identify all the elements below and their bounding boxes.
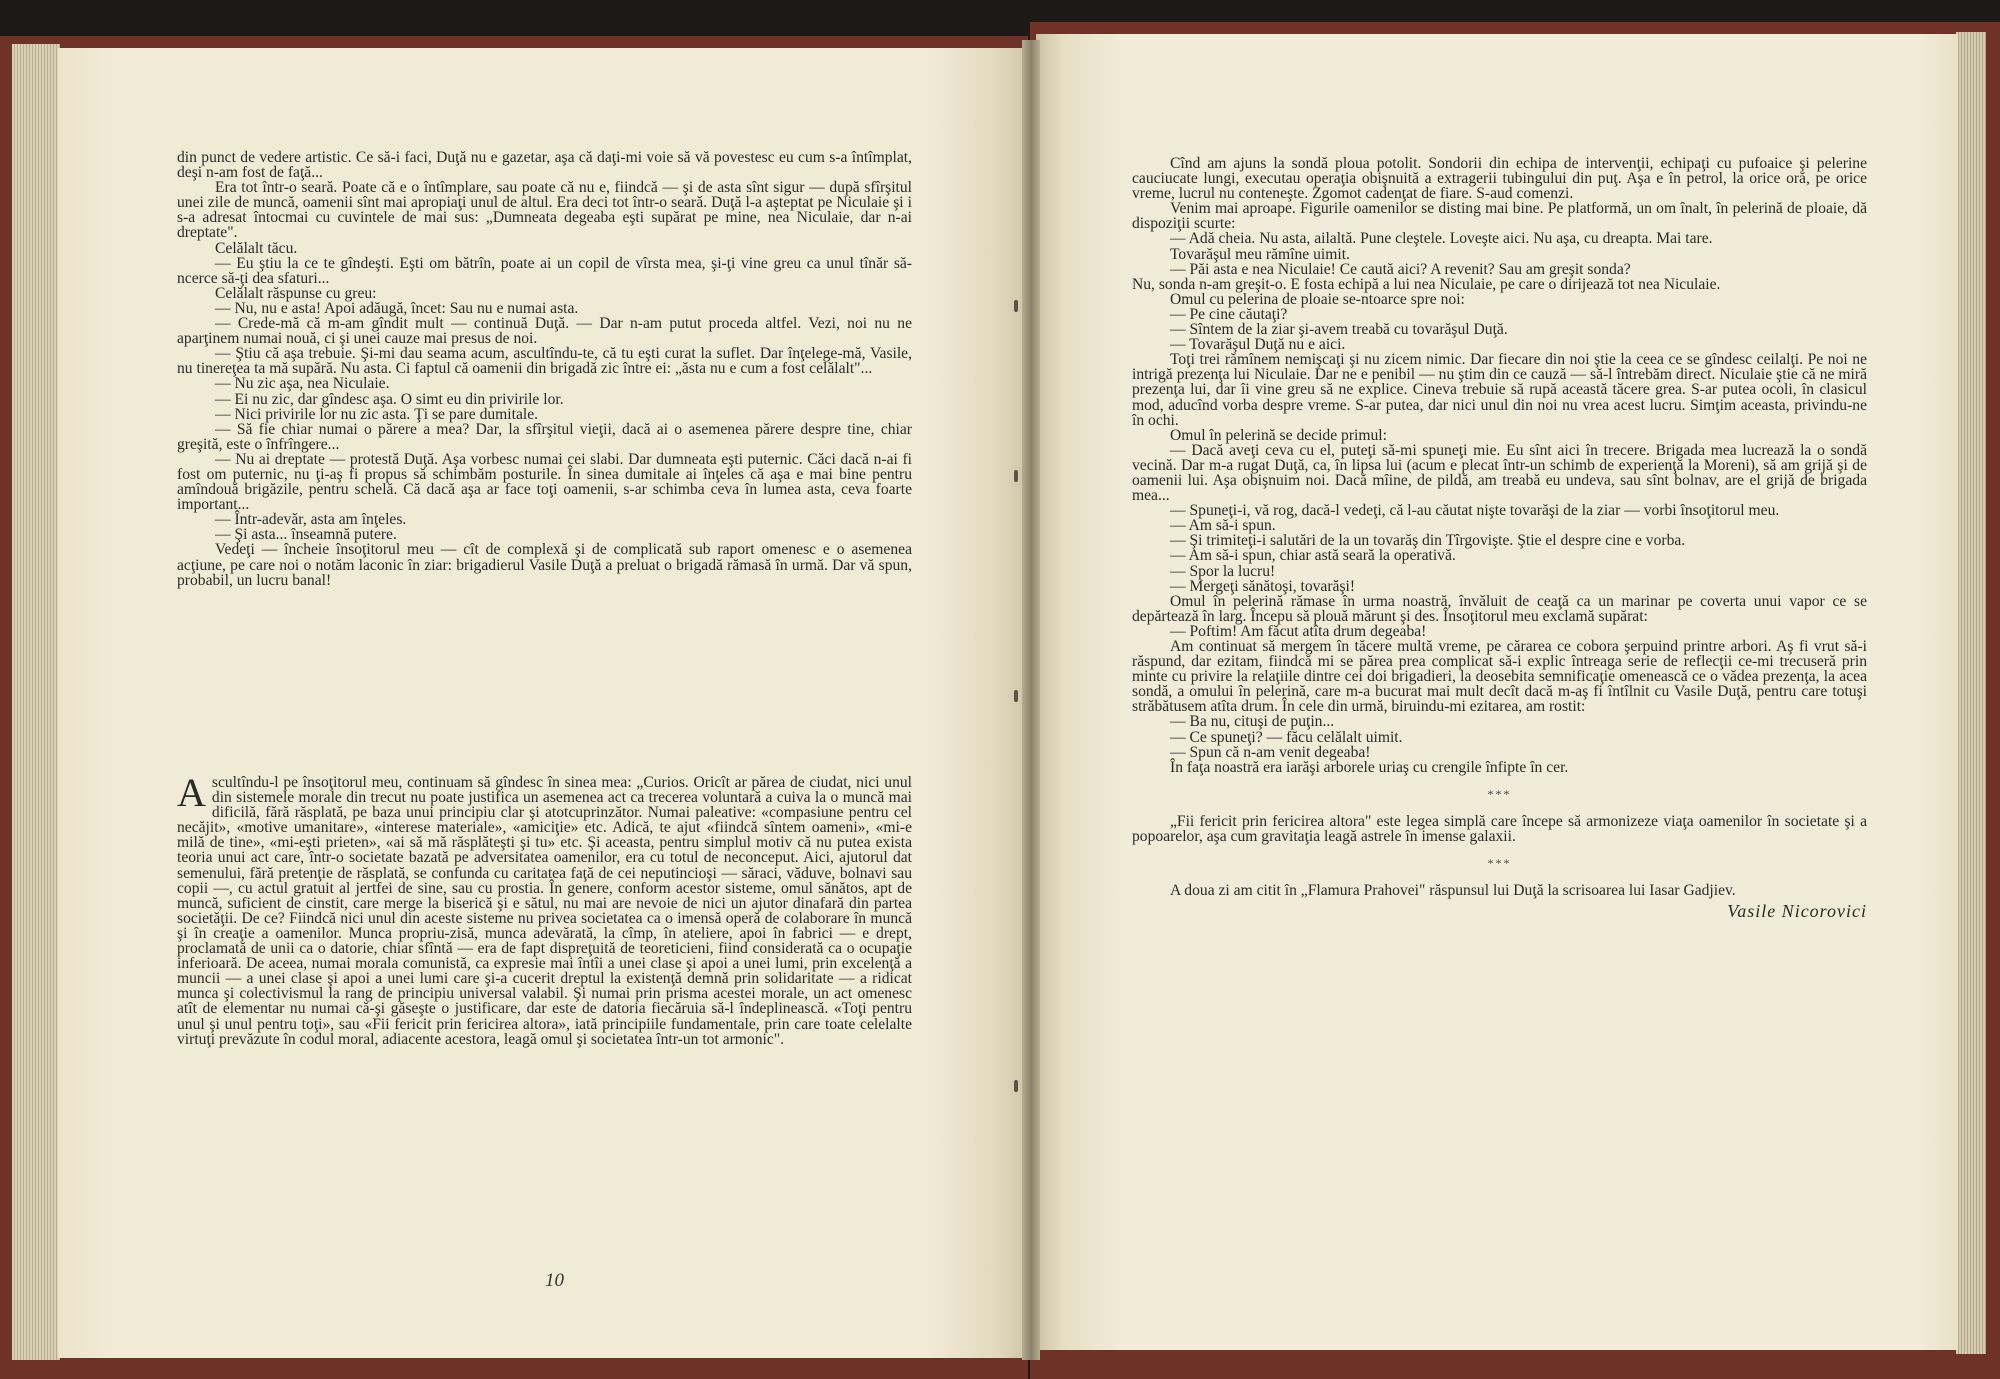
paragraph: Omul în pelerină rămase în urma noastră, învăluit de ceaţă ca un marinar pe coverta unui vapor ce se depărtează în larg. Începu să plouă mărunt şi des. Însoţitorul meu exclamă supărat: [1132,592,1867,625]
paragraph: — Ba nu, cituşi de puţin... [1170,713,1335,731]
paragraph: — Adă cheia. Nu asta, ailaltă. Pune cleştele. Loveşte aici. Nu aşa, cu dreapta. Mai tare. [1170,230,1713,248]
paragraph: — Să fie chiar numai o părere a mea? Dar, la sfîrşitul vieţii, dacă ai o asemenea părere despre tine, chiar greşită, este o înfrîngere... [177,420,912,453]
paragraph: din punct de vedere artistic. Ce să-i faci, Duţă nu e gazetar, aşa că daţi-mi voie să vă povestesc eu cum s-a întîmplat, deşi n-am fost de faţă... [177,149,912,182]
paragraph: — Ei nu zic, dar gîndesc aşa. O simt eu din privirile lor. [215,390,564,408]
paragraph: Celălalt răspunse cu greu: [215,284,377,302]
paragraph: Toţi trei rămînem nemişcaţi şi nu zicem nimic. Dar fiecare din noi ştie la ceea ce se gîndesc ceilalţi. Pe noi ne intrigă prezenţa lui Niculaie. Dar ne e penibil — nu ştim din ce cauză — să-l întrebăm direct. Niculaie ştie că ne miră prezenţa lui, dar îi vine greu să ne explice. Cineva trebuie să rupă această tăcere grea. S-ar putea ocoli, în clasicul mod, aducînd vorba despre vreme. S-ar putea, dar nici unul din noi nu vrea acest lucru. Simţim aceasta, privindu-ne în ochi. [1132,351,1867,429]
essay-body: scultîndu-l pe însoţitorul meu, continuam să gîndesc în sinea mea: „Curios. Oricît ar părea de ciudat, nici unul din sistemele morale din trecut nu poate justifica un asemenea act ca trecerea voluntară a cuiva la o muncă mai dificilă, fără răsplată, pe baza unui principiu clar şi atotcuprinzător. Numai paleative: «compasiune pentru cel necăjit», «motive umanitare», «interese materiale», «amiciţie» etc. Adică, te ajut «fiindcă sîntem oameni», «mi-e milă de tine», «mi-eşti prieten», «ai să mă răsplăteşti şi tu» etc. Şi aceasta, pentru simplul motiv că nu putea exista teoria unui act care, într-o societate bazată pe adversitatea oamenilor, era cu totul de neconceput. Aici, ajutorul dat semenului, fără pretenţie de răsplată, se confunda cu caritatea faţă de cei neputincioşi — săraci, văduve, bolnavi sau copii —, cu actul gratuit al jertfei de sine, sau cu prostia. În genere, conform acestor sisteme, omul sănătos, apt de muncă, suficient de cinstit, care merge la biserică şi e sătul, nu mai are nevoie de nici un ajutor dinafară din partea societăţii. De ce? Fiindcă nici unul din aceste sisteme nu privea societatea ca o imensă operă de colaborare în muncă şi în creaţie a oamenilor. Munca propriu-zisă, munca adevărată, la cîmp, în ateliere, apoi în fabrici — e drept, proclamată de unii ca o datorie, chiar sfîntă — era de fapt dispreţuită de teoreticieni, fiind considerată ca o ocupaţie inferioară. De aceea, numai morala comunistă, ca expresie mai întîi a unei clase şi apoi a unei lumi, prin excelenţă a muncii — a unei clase şi apoi a unei lumi care şi-a cucerit dreptul la existenţă demnă prin solidaritate — a ridicat munca şi colectivismul la rang de principiu universal valabil. Şi numai prin prisma acestei morale, un act omenesc atît de elementar nu numai că-şi găseşte o justificare, dar este de datoria fiecăruia să-l îndeplinească. «Toţi pentru unul şi unul pentru toţi», sau «Fii fericit prin fericirea altora», iată principiile fundamentale, prin care toate celelalte virtuţi prevăzute în codul moral, adiacente acestora, leagă omul şi societatea într-un tot armonic". [177,774,912,1048]
paragraph: — Poftim! Am făcut atîta drum degeaba! [1170,622,1427,640]
paragraph: — Sîntem de la ziar şi-avem treabă cu tovarăşul Duţă. [1170,321,1508,339]
paragraph: Omul cu pelerina de ploaie se-ntoarce spre noi: [1170,290,1465,308]
paragraph: Omul în pelerină se decide primul: [1170,426,1387,444]
paragraph: — Eu ştiu la ce te gîndeşti. Eşti om bătrîn, poate ai un copil de vîrsta mea, şi-ţi vine greu ca unul tînăr să-ncerce să-ţi dea sfaturi... [177,254,912,287]
binding-mark [1014,300,1018,312]
paragraph: — Nu ai dreptate — protestă Duţă. Aşa vorbesc numai cei slabi. Dar dumneata eşti puternic. Căci dacă n-ai fi fost om puternic, nu ţi-aş fi propus să schimbăm posturile. În sinea dumitale ai înţeles că aşa e mai bine pentru amîndouă brigăzile, pentru schelă. Că dacă aşa ar face toţi oamenii, s-ar schimba ceva în lumea asta, ceva foarte important... [177,450,912,514]
drop-cap: A [177,770,206,815]
paragraph: Vedeţi — încheie însoţitorul meu — cît de complexă şi de complicată sub raport omenesc e o asemenea acţiune, pe care noi o notăm laconic în ziar: brigadierul Vasile Duţă a preluat o brigadă rămasă în urmă. Dar vă spun, probabil, un lucru banal! [177,541,912,589]
paragraph: — Am să-i spun, chiar astă seară la operativă. [1170,547,1456,565]
paragraph: — Pe cine căutaţi? [1170,305,1288,323]
left-dialogue-text [177,150,912,588]
final-paragraph: A doua zi am citit în „Flamura Prahovei" răspunsul lui Duţă la scrisoarea lui Iasar Gadjiev. [1170,882,1736,900]
left-page-stack [12,44,60,1360]
paragraph: — Spun că n-am venit degeaba! [1170,743,1371,761]
paragraph: — Spuneţi-i, vă rog, dacă-l vedeţi, că l-au căutat nişte tovarăşi de la ziar — vorbi însoţitorul meu. [1170,502,1780,520]
paragraph: — Şi asta... înseamnă putere. [215,526,397,544]
book-gutter [1022,40,1040,1360]
closing-paragraph: „Fii fericit prin fericirea altora" este legea simplă care începe să armonizeze viaţa oamenilor în societate şi a popoarelor, aşa cum gravitaţia leagă astrele în imense galaxii. [1132,812,1867,846]
paragraph: — Spor la lucru! [1170,562,1276,580]
paragraph: — Ce spuneţi? — făcu celălalt uimit. [1170,728,1403,746]
right-page-stack [1956,32,1986,1354]
binding-mark [1014,1080,1018,1092]
paragraph: — Într-adevăr, asta am înţeles. [215,511,407,529]
paragraph: — Păi asta e nea Niculaie! Ce caută aici? A revenit? Sau am greşit sonda? [1170,260,1631,278]
paragraph: Tovarăşul meu rămîne uimit. [1170,245,1350,263]
paragraph: — Şi trimiteţi-i salutări de la un tovarăş din Tîrgovişte. Ştie el despre cine e vorba. [1170,532,1686,550]
paragraph: Celălalt tăcu. [215,239,298,257]
right-column-text [1132,155,1867,922]
paragraph: — Nici privirile lor nu zic asta. Ţi se pare dumitale. [215,405,539,423]
paragraph: — Dacă aveţi ceva cu el, puteţi să-mi spuneţi mie. Eu sînt aici în trecere. Brigada mea lucrează la o sondă vecină. Dar m-a rugat Duţă, ca, în lipsa lui (acum e plecat într-un schimb de experienţă la Moreni), să am grijă şi de oamenii lui. Aşa obişnuim noi. Dacă mîine, de pildă, am treabă eu undeva, sau sînt bolnav, are el grijă de brigada mea... [1132,441,1867,505]
paragraph: În faţa noastră era iarăşi arborele uriaş cu crengile înfipte în cer. [1170,758,1569,776]
paragraph: — Tovarăşul Duţă nu e aici. [1170,336,1346,354]
paragraph: Venim mai aproape. Figurile oamenilor se disting mai bine. Pe platformă, un om înalt, în pelerină de ploaie, dă dispoziţii scurte: [1132,200,1867,233]
section-separator: *** [1487,786,1512,801]
binding-mark [1014,470,1018,482]
author-signature: Vasile Nicorovici [1727,901,1867,922]
paragraph: Cînd am ajuns la sondă ploua potolit. Sondorii din echipa de intervenţii, echipaţi cu pufoaice şi pelerine cauciucate lungi, executau operaţia obişnuită a extragerii tubingului din puţ. Aşa e în petrol, la orice oră, pe orice vreme, lucrul nu conteneşte. Zgomot cadenţat de fiare. S-aud comenzi. [1132,155,1867,203]
paragraph: Nu, sonda n-am greşit-o. E fosta echipă a lui nea Niculaie, pe care o dirijează tot nea Niculaie. [1132,275,1721,293]
paragraph: — Nu zic aşa, nea Niculaie. [215,375,390,393]
paragraph: — Nu, nu e asta! Apoi adăugă, încet: Sau nu e numai asta. [215,299,579,317]
paragraph: Era tot într-o seară. Poate că e o întîmplare, sau poate că nu e, fiindcă — şi de asta sînt sigur — după sfîrşitul unei zile de muncă, oamenii sînt mai apropiaţi unul de altul. Era deci tot într-o seară. Duţă l-a aşteptat pe Niculaie şi i s-a adresat întocmai cu cuvintele de mai sus: „Dumneata degeaba eşti supărat pe mine, nea Niculaie, dar n-ai dreptate". [177,179,912,242]
paragraph: — Ştiu că aşa trebuie. Şi-mi dau seama acum, ascultîndu-te, că tu eşti curat la suflet. Dar înţelege-mă, Vasile, nu tinereţea ta mă supără. Nu asta. Ci faptul că oamenii din brigadă zic între ei: „ăsta nu e cum a fost celălalt"... [177,345,912,378]
paragraph: Am continuat să mergem în tăcere multă vreme, pe cărarea ce cobora şerpuind printre arbori. Aş fi vrut să-i răspund, dar ezitam, fiindcă mi se părea prea complicat să-i explic întreaga serie de reflecţii ce-mi trecuseră prin minte cu privire la relaţiile dintre cei doi brigadieri, la deosebita semnificaţie omenească ce o vădea prezenţa, la acea sondă, a omului în pelerină, care m-a bucurat mai mult decît dacă m-aş fi întîlnit cu Vasile Duţă, pentru care totuşi străbătusem atîta drum. În cele din urmă, biruindu-mi ezitarea, am rostit: [1132,638,1867,716]
paragraph: — Crede-mă că m-am gîndit mult — continuă Duţă. — Dar n-am putut proceda altfel. Vezi, noi nu ne aparţinem numai nouă, ci şi unei cauze mai presus de noi. [177,315,912,348]
section-separator: *** [1487,856,1512,871]
binding-mark [1014,690,1018,702]
page-number: 10 [545,1270,564,1291]
right-dialogue [1132,156,1867,775]
paragraph: — Mergeţi sănătoşi, tovarăşi! [1170,577,1356,595]
left-essay-text [177,770,912,1048]
paragraph: — Am să-i spun. [1170,517,1276,535]
